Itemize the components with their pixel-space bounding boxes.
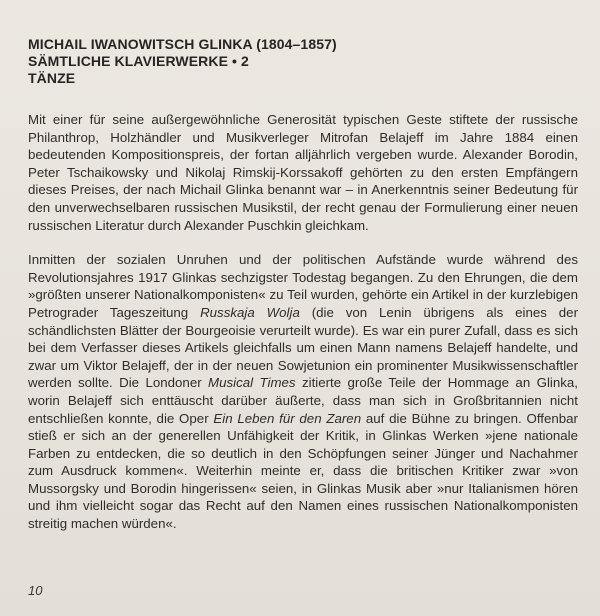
volume-subtitle: TÄNZE <box>28 70 76 86</box>
paragraph-2-text-3: zitierte große Teile der Hommage an Glinka, worin Belajeff sich enttäuscht darüber äußerte, dass man sich in Großbritannien nicht entschließen konnte, die Oper <box>28 375 578 426</box>
paragraph-2-text-1: Inmitten der sozialen Unruhen und der politischen Aufstände wurde während des Revolutionsjahres 1917 Glinkas sechzigster Todestag begangen. Zu den Ehrungen, die dem »größten unserer Nationalkomponisten« zu Teil wurden, gehörte ein Artikel in der kurzlebigen Petrograder Tageszeitung <box>28 252 578 320</box>
journal-title: Musical Times <box>208 375 296 391</box>
page-number: 10 <box>28 583 43 598</box>
composer-title: MICHAIL IWANOWITSCH GLINKA (1804–1857) <box>28 36 337 52</box>
paragraph-2-text-2: (die von Lenin übrigens als eines der schändlichsten Blätter der Bourgeoisie verurteilt wurde). Es war ein purer Zufall, dass es sich bei dem Verfasser dieses Artikels gleichfalls um einen Mann namens Belajeff handelte, und zwar um Viktor Belajeff, der in der neuen Sowjetunion ein prominenter Musikwissenschaftler werden sollte. Die Londoner <box>28 304 579 391</box>
paragraph-1: Mit einer für seine außergewöhnliche Generosität typischen Geste stiftete der russische Philanthrop, Holzhändler und Musikverleger Mitrofan Belajeff im Jahre 1884 einen bedeutenden Kompositionspreis, der fortan alljährlich vergeben wurde. Alexander Borodin, Peter Tschaikowsky und Nikolaj Rimskij-Korssakoff gehörten zu den ersten Empfängern dieses Preises, der nach Michail Glinka benannt war – in Anerkenntnis seiner Bedeutung für den unverwechselbaren russischen Musikstil, der recht genau der Formulierung einer neuen russischen Literatur durch Alexander Puschkin gleichkam. <box>28 112 578 233</box>
paragraph-2-text-4: auf die Bühne zu bringen. Offenbar stieß er sich an der generellen Unfähigkeit der Kritik, in Glinkas Werken »jene nationale Farben zu entdecken, die so deutlich in den Schöpfungen seiner Jünger und Nachahmer zum Ausdruck kommen«. Weiterhin meinte er, dass die britischen Kritiker zwar »von Mussorgsky und Borodin hingerissen« seien, in Glinkas Musik aber »nur Italianismen hören und ihm vielleicht sogar das Recht auf den Namen eines russischen Nationalkomponisten streitig machen würden«. <box>28 410 578 532</box>
opera-title: Ein Leben für den Zaren <box>213 410 362 426</box>
page-heading <box>28 36 578 87</box>
paragraph-2 <box>28 251 578 533</box>
newspaper-title: Russkaja Wolja <box>200 304 300 320</box>
collection-title: SÄMTLICHE KLAVIERWERKE • 2 <box>28 53 249 69</box>
